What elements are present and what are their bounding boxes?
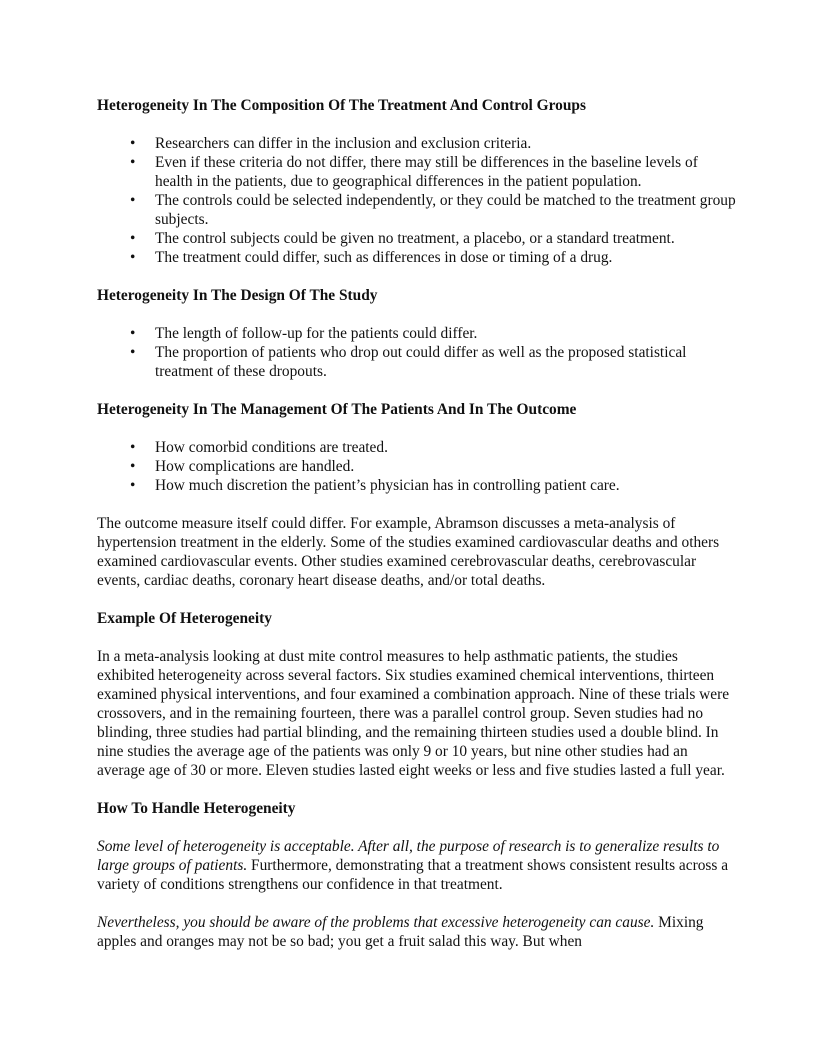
outcome-paragraph: The outcome measure itself could differ. For example, Abramson discusses a meta-analysis of hypertension treatment in the elderly. Some of the studies examined cardiovascular deaths and others examined cardiovascular events. Other studies examined cerebrovascular deaths, cerebrovascular events, cardiac deaths, coronary heart disease deaths, and/or total deaths. <box>97 515 720 589</box>
section-heading-example: Example Of Heterogeneity <box>97 610 272 627</box>
list-item: • The proportion of patients who drop out could differ as well as the proposed statistical treatment of these dropouts. <box>97 343 737 381</box>
list-item: • How comorbid conditions are treated. <box>97 438 737 457</box>
list-item: • Even if these criteria do not differ, there may still be differences in the baseline levels of health in the patients, due to geographical differences in the patient population. <box>97 153 737 191</box>
section-heading-composition: Heterogeneity In The Composition Of The Treatment And Control Groups <box>97 97 586 114</box>
list-item: • The treatment could differ, such as differences in dose or timing of a drug. <box>97 248 737 267</box>
handle-paragraph-1-text: Furthermore, demonstrating that a treatment shows consistent results across a variety of conditions strengthens our confidence in that treatment. <box>97 857 729 893</box>
composition-bullet-list <box>97 134 737 267</box>
section-heading-handle: How To Handle Heterogeneity <box>97 800 296 817</box>
section-heading-management: Heterogeneity In The Management Of The Patients And In The Outcome <box>97 401 577 418</box>
handle-paragraph-2-italic: Nevertheless, you should be aware of the problems that excessive heterogeneity can cause. <box>97 914 655 931</box>
section-heading-design: Heterogeneity In The Design Of The Study <box>97 287 378 304</box>
example-paragraph: In a meta-analysis looking at dust mite control measures to help asthmatic patients, the studies exhibited heterogeneity across several factors. Six studies examined chemical interventions, thirteen examined physical interventions, and four examined a combination approach. Nine of these trials were crossovers, and in the remaining fourteen, there was a parallel control group. Seven studies had no blinding, three studies had partial blinding, and the remaining thirteen studies used a double blind. In nine studies the average age of the patients was only 9 or 10 years, but nine other studies had an average age of 30 or more. Eleven studies lasted eight weeks or less and five studies lasted a full year. <box>97 648 730 779</box>
list-item: • How complications are handled. <box>97 457 737 476</box>
handle-paragraph-2-text: Mixing apples and oranges may not be so bad; you get a fruit salad this way. But when <box>97 914 704 950</box>
list-item: • The controls could be selected independently, or they could be matched to the treatment group subjects. <box>97 191 737 229</box>
design-bullet-list <box>97 324 737 381</box>
handle-paragraph-2 <box>97 913 737 951</box>
handle-paragraph-1 <box>97 837 737 894</box>
document-page <box>97 96 737 951</box>
list-item: • The control subjects could be given no treatment, a placebo, or a standard treatment. <box>97 229 737 248</box>
list-item: • How much discretion the patient’s physician has in controlling patient care. <box>97 476 737 495</box>
management-bullet-list <box>97 438 737 495</box>
list-item: • The length of follow-up for the patients could differ. <box>97 324 737 343</box>
list-item: • Researchers can differ in the inclusion and exclusion criteria. <box>97 134 737 153</box>
handle-paragraph-1-italic: Some level of heterogeneity is acceptable. After all, the purpose of research is to generalize results to large groups of patients. <box>97 838 720 874</box>
